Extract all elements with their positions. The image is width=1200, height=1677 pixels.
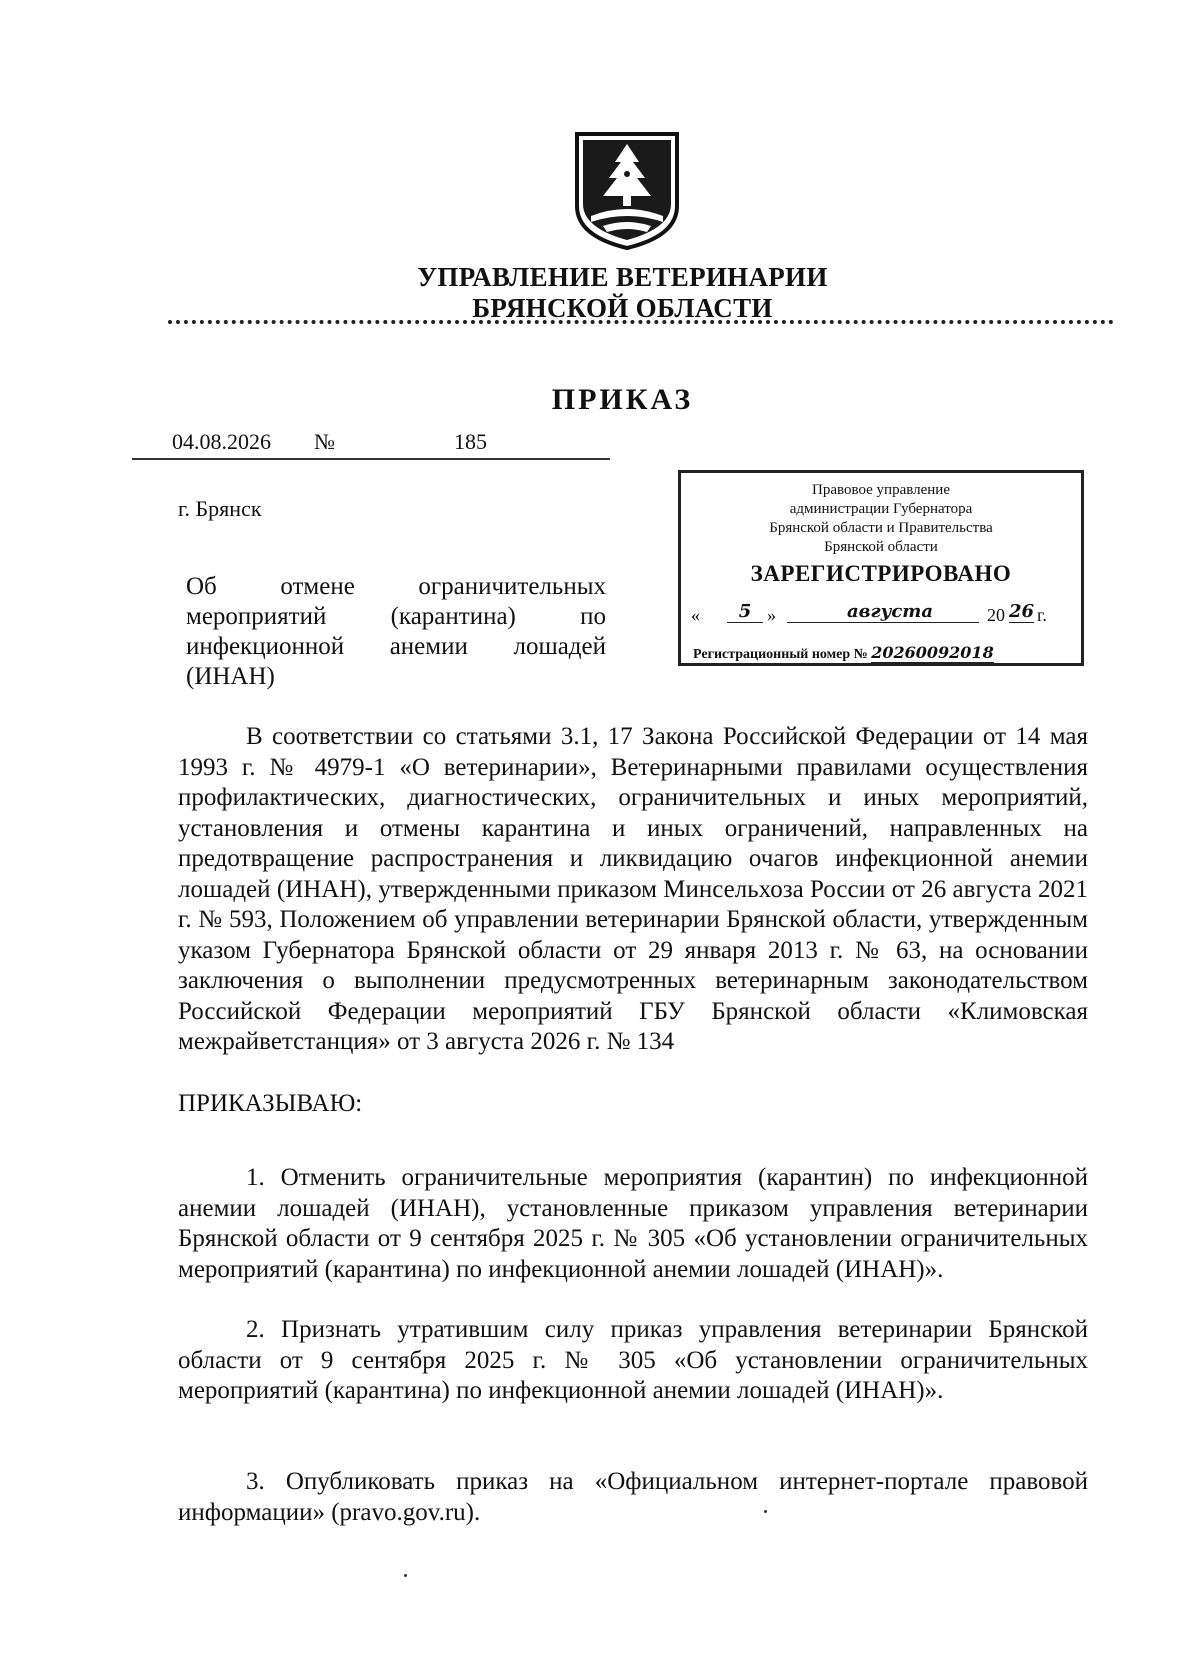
stamp-line2: администрации Губернатора [789,501,973,517]
organization-name-line1: УПРАВЛЕНИЕ ВЕТЕРИНАРИИ [417,262,828,292]
subject-last-line: (ИНАН) [186,663,275,690]
stamp-reg-label: Регистрационный номер № [693,647,868,662]
stamp-day: 5 [727,601,763,623]
stamp-month: августа [787,601,979,623]
stamp-year-unit: г. [1037,605,1047,625]
order-word: ПРИКАЗЫВАЮ: [178,1090,363,1117]
organization-name-line2: БРЯНСКОЙ ОБЛАСТИ [472,293,773,323]
preamble-paragraph: В соответствии со статьями 3.1, 17 Закона Российской Федерации от 14 мая 1993 г. № 4979-1 «О ветеринарии», Ветеринарными правилами осуществления профилактических, диагностических, ограничительных и иных мероприятий, установления и отмены карантина и иных ограничений, направленных на предотвращение распространения и ликвидацию очагов инфекционной анемии лошадей (ИНАН), утвержденными приказом Минсельхоза России от 26 августа 2021 г. № 593, Положением об управлении ветеринарии Брянской области, утвержденным указом Губернатора Брянской области от 29 января 2013 г. № 63, на основании заключения о выполнении предусмотренных ветеринарным законодательством Российской Федерации мероприятий ГБУ Брянской области «Климовская межрайветстанция» от 3 августа 2026 г. № 134 [178,723,1088,1055]
document-number: 185 [454,429,487,454]
stamp-line4: Брянской области [824,539,938,555]
stamp-line1: Правовое управление [812,482,950,498]
number-label: № [314,429,335,454]
stamp-year-prefix: 20 [987,605,1005,625]
subject-text: Об отмене ограничительных мероприятий (карантина) по инфекционной анемии лошадей [186,573,606,660]
stamp-year-suffix: 26 [1009,601,1035,622]
stamp-registration-row [693,643,994,663]
stamp-registered: ЗАРЕГИСТРИРОВАНО [750,561,1012,586]
stamp-line3: Брянской области и Правительства [769,520,993,536]
registration-stamp [678,470,1084,666]
scan-speck [404,1574,407,1577]
order-item-2: 2. Признать утратившим силу приказ управления ветеринарии Брянской области от 9 сентября 2025 г. № 305 «Об установлении ограничительных мероприятий (карантина) по инфекционной анемии лошадей (ИНАН)». [178,1316,1088,1404]
order-item-1: 1. Отменить ограничительные мероприятия (карантин) по инфекционной анемии лошадей (ИНАН), установленные приказом управления ветеринарии Брянской области от 9 сентября 2025 г. № 305 «Об установлении ограничительных мероприятий (карантина) по инфекционной анемии лошадей (ИНАН)». [178,1164,1088,1283]
order-item-3: 3. Опубликовать приказ на «Официальном интернет-портале правовой информации» (pravo.gov.ru). [178,1468,1088,1526]
document-subject [186,572,606,692]
coat-of-arms-emblem [573,128,681,252]
dotted-divider [168,320,1114,324]
document-title: ПРИКАЗ [551,383,694,416]
document-date: 04.08.2026 [172,429,271,454]
stamp-reg-number: 20260092018 [871,643,994,662]
city: г. Брянск [178,496,262,521]
stamp-date-line: « 5 » августа 20 26 г. [691,601,1047,625]
scan-speck [764,1510,767,1513]
date-number-line [132,428,610,460]
